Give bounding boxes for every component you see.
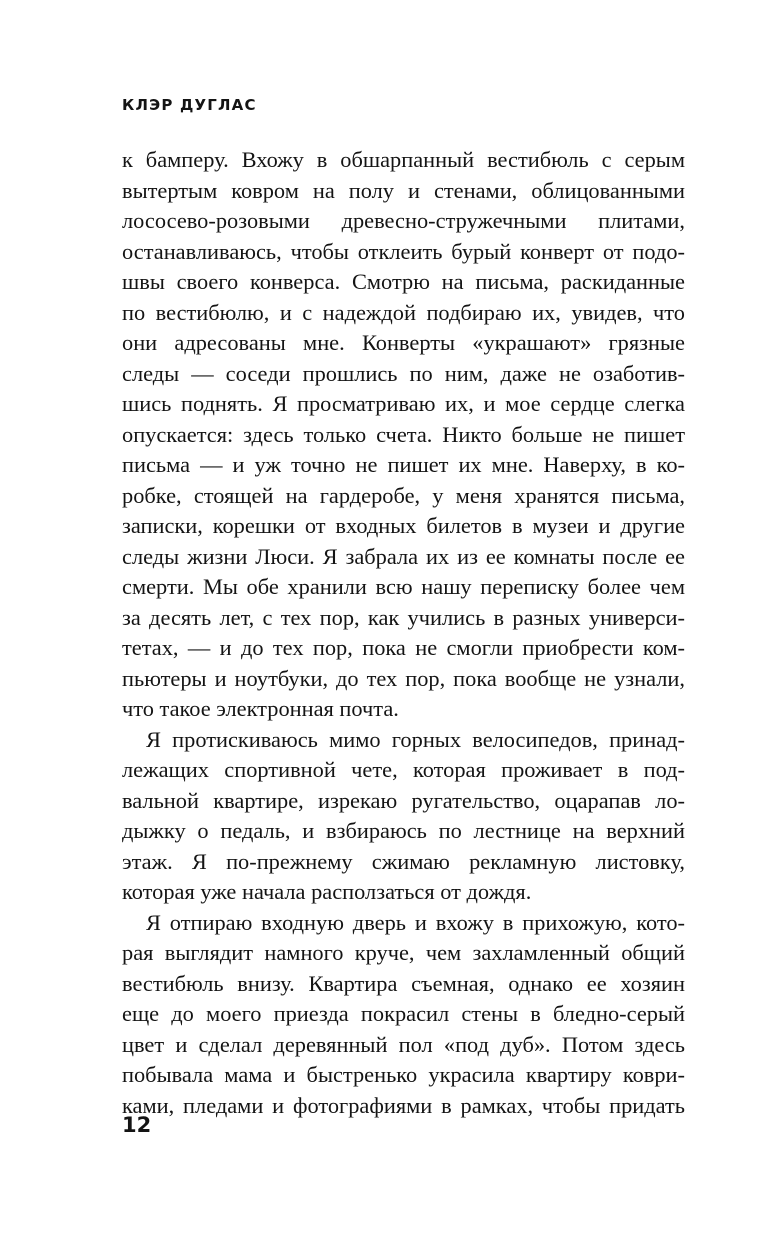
text-line: опускается: здесь только счета. Никто больше не пишет [122,421,685,447]
paragraph-end-line: которая уже начала расползаться от дождя. [122,879,532,904]
paragraph-end-line: что такое электронная почта. [122,696,399,721]
text-line: смерти. Мы обе хранили всю нашу переписку более чем [122,574,685,599]
text-line: по вестибюлю, и с надеждой подбираю их, увидев, что [122,299,685,325]
text-line: письма — и уж точно не пишет их мне. Наверху, в ко- [122,452,685,477]
text-line: вытертым ковром на полу и стенами, облицованными [122,177,685,203]
text-line: дыжку о педаль, и взбираюсь по лестнице на верхний [122,818,685,843]
text-line: рая выглядит намного круче, чем захламленный общий [122,940,685,965]
text-line: этаж. Я по-прежнему сжимаю рекламную листовку, [122,848,685,874]
text-line: следы жизни Люси. Я забрала их из ее комнаты после ее [122,543,685,569]
running-header: КЛЭР ДУГЛАС [122,96,257,114]
text-line: они адресованы мне. Конверты «украшают» грязные [122,330,685,355]
text-line: лососево-розовыми древесно-стружечными плитами, [122,208,685,233]
text-line: еще до моего приезда покрасил стены в бледно-серый [122,1001,685,1026]
text-line: цвет и сделал деревянный пол «под дуб». Потом здесь [122,1031,685,1057]
text-line: швы своего конверса. Смотрю на письма, раскиданные [122,269,685,294]
text-line: вальной квартире, изрекаю ругательство, оцарапав ло- [122,787,685,813]
paragraph-start-line: Я протискиваюсь мимо горных велосипедов, принад- [146,726,685,752]
body-text [122,145,685,1121]
text-line: ками, пледами и фотографиями в рамках, чтобы придать [122,1092,685,1118]
text-line: останавливаюсь, чтобы отклеить бурый конверт от подо- [122,238,685,264]
text-line: следы — соседи прошлись по ним, даже не озаботив- [122,360,685,386]
page-number: 12 [122,1113,152,1137]
text-line: лежащих спортивной чете, которая проживает в под- [122,757,685,782]
text-line: к бамперу. Вхожу в обшарпанный вестибюль с серым [122,147,685,172]
text-line: робке, стоящей на гардеробе, у меня хранятся письма, [122,482,685,508]
text-line: вестибюль внизу. Квартира съемная, однако ее хозяин [122,970,685,996]
text-line: записки, корешки от входных билетов в музеи и другие [122,513,685,538]
text-line: за десять лет, с тех пор, как учились в разных универси- [122,604,685,630]
text-line: побывала мама и быстренько украсила квартиру коври- [122,1062,685,1087]
text-line: пьютеры и ноутбуки, до тех пор, пока вообще не узнали, [122,665,685,691]
paragraph-start-line: Я отпираю входную дверь и вхожу в прихожую, кото- [146,909,685,935]
text-line: тетах, — и до тех пор, пока не смогли приобрести ком- [122,635,685,660]
text-line: шись поднять. Я просматриваю их, и мое сердце слегка [122,391,685,416]
